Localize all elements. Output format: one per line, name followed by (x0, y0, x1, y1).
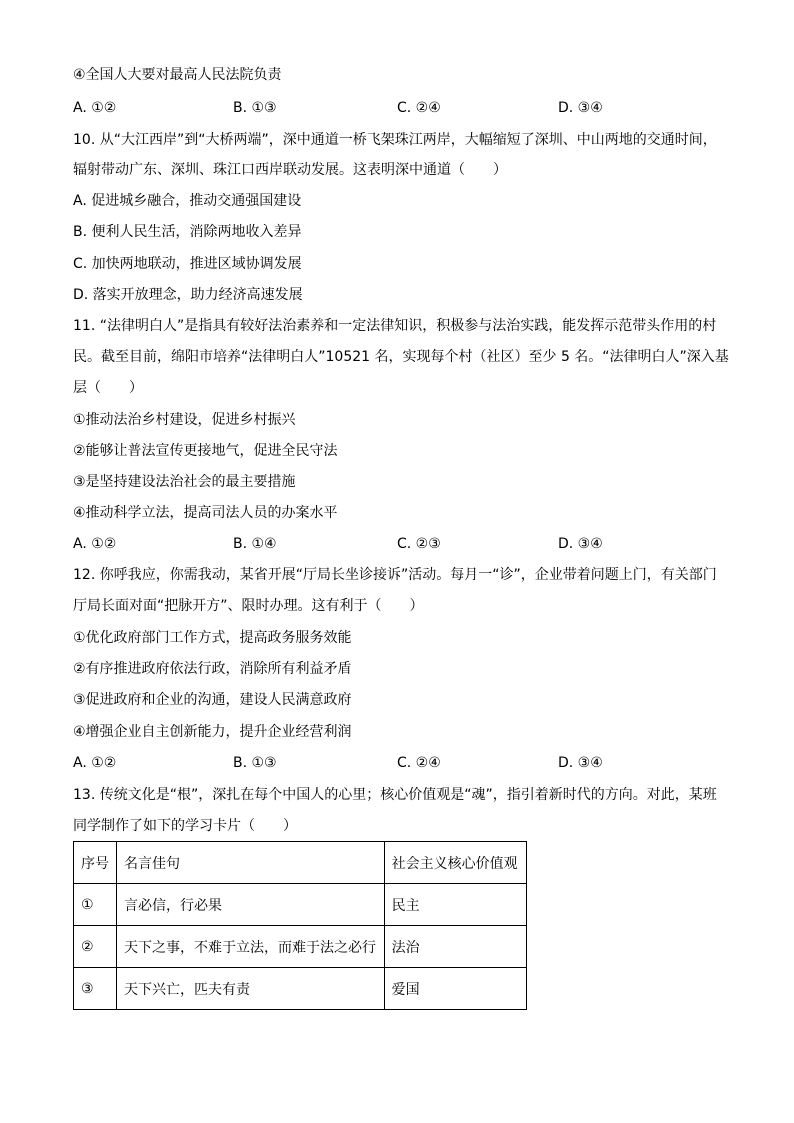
q12-option-c: C. ②④ (397, 755, 441, 771)
table-cell: ② (74, 926, 117, 968)
q11-statement-3: ③是坚持建设法治社会的最主要措施 (73, 474, 296, 490)
table-cell: 天下之事，不难于立法，而难于法之必行 (117, 926, 385, 968)
q10-option-c: C. 加快两地联动，推进区域协调发展 (73, 256, 302, 272)
table-cell: 言必信，行必果 (117, 884, 385, 926)
q13-stem-line: 13. 传统文化是“根”，深扎在每个中国人的心里；核心价值观是“魂”，指引着新时代的方向。对此，某班 (73, 787, 717, 803)
table-cell: ① (74, 884, 117, 926)
table-cell: 民主 (384, 884, 526, 926)
study-card-table (73, 841, 527, 1010)
q10-stem-line: 10. 从“大江西岸”到“大桥两端”，深中通道一桥飞架珠江两岸，大幅缩短了深圳、中山两地的交通时间， (73, 132, 717, 148)
q10-stem-line: 辐射带动广东、深圳、珠江口西岸联动发展。这表明深中通道（ ） (73, 162, 507, 178)
q12-statement-4: ④增强企业自主创新能力，提升企业经营利润 (73, 724, 352, 740)
q9-option-b: B. ①③ (233, 100, 277, 116)
q9-option-a: A. ①② (73, 100, 117, 116)
table-cell: 法治 (384, 926, 526, 968)
table-header-cell: 序号 (74, 842, 117, 884)
q11-option-a: A. ①② (73, 536, 117, 552)
q12-option-d: D. ③④ (558, 755, 603, 771)
q9-statement-4: ④全国人大要对最高人民法院负责 (73, 67, 282, 83)
q12-option-a: A. ①② (73, 755, 117, 771)
table-cell: 天下兴亡，匹夫有责 (117, 968, 385, 1010)
q12-option-b: B. ①③ (233, 755, 277, 771)
table-cell: ③ (74, 968, 117, 1010)
q11-stem-line: 层（ ） (73, 380, 143, 396)
q11-statement-1: ①推动法治乡村建设，促进乡村振兴 (73, 412, 296, 428)
q11-option-c: C. ②③ (397, 536, 441, 552)
table-header-cell: 名言佳句 (117, 842, 385, 884)
q11-option-d: D. ③④ (558, 536, 603, 552)
q12-statement-2: ②有序推进政府依法行政，消除所有利益矛盾 (73, 661, 352, 677)
q11-option-b: B. ①④ (233, 536, 277, 552)
q11-statement-2: ②能够让普法宣传更接地气，促进全民守法 (73, 443, 338, 459)
table-cell: 爱国 (384, 968, 526, 1010)
q13-stem-line: 同学制作了如下的学习卡片（ ） (73, 818, 297, 834)
q12-statement-3: ③促进政府和企业的沟通，建设人民满意政府 (73, 692, 352, 708)
q10-option-b: B. 便利人民生活，消除两地收入差异 (73, 224, 302, 240)
table-header-row (74, 842, 527, 884)
table-row (74, 884, 527, 926)
q9-option-c: C. ②④ (397, 100, 441, 116)
q12-stem-line: 12. 你呼我应，你需我动，某省开展“厅局长坐诊接诉”活动。每月一“诊”，企业带着问题上门，有关部门 (73, 567, 717, 583)
q12-stem-line: 厅局长面对面“把脉开方”、限时办理。这有利于（ ） (73, 598, 424, 614)
q11-statement-4: ④推动科学立法，提高司法人员的办案水平 (73, 505, 338, 521)
table-row (74, 968, 527, 1010)
q9-option-d: D. ③④ (558, 100, 603, 116)
q10-option-a: A. 促进城乡融合，推动交通强国建设 (73, 193, 302, 209)
q11-stem-line: 11. “法律明白人”是指具有较好法治素养和一定法律知识，积极参与法治实践，能发挥示范带头作用的村 (73, 318, 717, 334)
table-header-cell: 社会主义核心价值观 (384, 842, 526, 884)
q11-stem-line: 民。截至目前，绵阳市培养“法律明白人”10521 名，实现每个村（社区）至少 5 名。“法律明白人”深入基 (73, 349, 729, 365)
q12-statement-1: ①优化政府部门工作方式，提高政务服务效能 (73, 630, 352, 646)
q10-option-d: D. 落实开放理念，助力经济高速发展 (73, 287, 303, 303)
table-row (74, 926, 527, 968)
